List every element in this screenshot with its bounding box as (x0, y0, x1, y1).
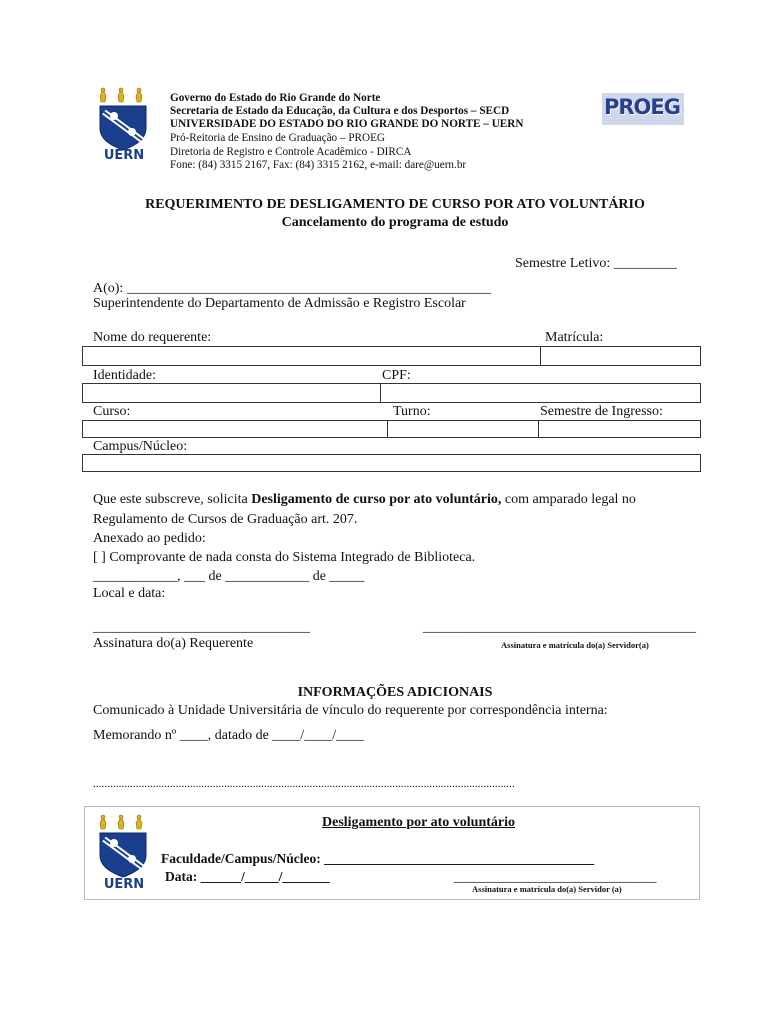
turno-input[interactable] (387, 420, 539, 438)
additional-line-1: Comunicado à Unidade Universitária de vínculo do requerente por correspondência interna: (93, 703, 608, 718)
body-paragraph-1 (93, 492, 636, 508)
body-bold-text: Desligamento de curso por ato voluntário, (251, 492, 502, 507)
header-proeg: Pró-Reitoria de Ensino de Graduação – PROEG (170, 132, 385, 144)
semester-field[interactable]: Semestre Letivo: _________ (515, 256, 677, 271)
memorando-line[interactable]: Memorando nº ____, datado de ____/____/____ (93, 728, 365, 743)
nome-label: Nome do requerente: (93, 330, 212, 345)
header-gov: Governo do Estado do Rio Grande do Norte (170, 92, 381, 104)
signature-label-servidor: Assinatura e matrícula do(a) Servidor(a) (501, 640, 649, 650)
signature-line-requerente[interactable]: _______________________________ (93, 620, 310, 635)
turno-label: Turno: (393, 404, 431, 419)
semestre-ingresso-label: Semestre de Ingresso: (540, 404, 663, 419)
uern-logo-text: UERN (103, 148, 145, 163)
identidade-input[interactable] (82, 383, 381, 403)
stub-logo-text: UERN (103, 877, 145, 892)
curso-label: Curso: (93, 404, 131, 419)
body-paragraph-2: Regulamento de Cursos de Graduação art. 207. (93, 512, 358, 527)
curso-input[interactable] (82, 420, 388, 438)
header-uern: UNIVERSIDADE DO ESTADO DO RIO GRANDE DO NORTE – UERN (170, 118, 524, 130)
document-title: REQUERIMENTO DE DESLIGAMENTO DE CURSO POR ATO VOLUNTÁRIO (145, 197, 645, 212)
header-contact: Fone: (84) 3315 2167, Fax: (84) 3315 2162, e-mail: dare@uern.br (170, 159, 467, 171)
additional-title: INFORMAÇÕES ADICIONAIS (297, 685, 493, 700)
proeg-logo (602, 93, 684, 125)
semestre-ingresso-input[interactable] (538, 420, 701, 438)
header-secd: Secretaria de Estado da Educação, da Cultura e dos Desportos – SECD (170, 105, 510, 117)
body-text: com amparado legal no (501, 492, 636, 507)
cpf-input[interactable] (380, 383, 701, 403)
addressee-line[interactable]: A(o): ____________________________________________________ (93, 281, 491, 296)
campus-label: Campus/Núcleo: (93, 439, 188, 454)
identidade-label: Identidade: (93, 368, 156, 383)
body-paragraph-3: Anexado ao pedido: (93, 531, 206, 546)
date-line[interactable]: ____________, ___ de ____________ de _____ (93, 569, 365, 584)
addressee-title: Superintendente do Departamento de Admissão e Registro Escolar (93, 296, 466, 311)
matricula-label: Matrícula: (545, 330, 604, 345)
stub-signature-line[interactable]: ______________________________ (454, 869, 657, 884)
document-subtitle: Cancelamento do programa de estudo (281, 215, 509, 230)
body-text: Que este subscreve, solicita (93, 492, 252, 507)
proeg-logo-text: PROEG (604, 95, 680, 119)
matricula-input[interactable] (540, 346, 701, 366)
stub-date-line[interactable]: Data: ______/_____/_______ (165, 869, 330, 884)
local-data-label: Local e data: (93, 586, 166, 601)
signature-line-servidor[interactable]: _______________________________________ (423, 620, 696, 635)
cut-line: .................................................................................................................................................... (93, 778, 515, 790)
cpf-label: CPF: (382, 368, 411, 383)
signature-label-requerente: Assinatura do(a) Requerente (93, 636, 254, 651)
uern-logo (94, 86, 154, 166)
campus-input[interactable] (82, 454, 701, 472)
stub-uern-logo (94, 813, 154, 895)
stub-signature-label: Assinatura e matrícula do(a) Servidor (a) (472, 884, 622, 894)
nome-input[interactable] (82, 346, 541, 366)
stub-faculdade-line[interactable]: Faculdade/Campus/Núcleo: ________________________________________ (161, 851, 595, 866)
checkbox-biblioteca[interactable]: [ ] Comprovante de nada consta do Sistema Integrado de Biblioteca. (93, 550, 476, 565)
stub-title: Desligamento por ato voluntário (322, 815, 516, 830)
header-dirca: Diretoria de Registro e Controle Acadêmico - DIRCA (170, 146, 412, 158)
